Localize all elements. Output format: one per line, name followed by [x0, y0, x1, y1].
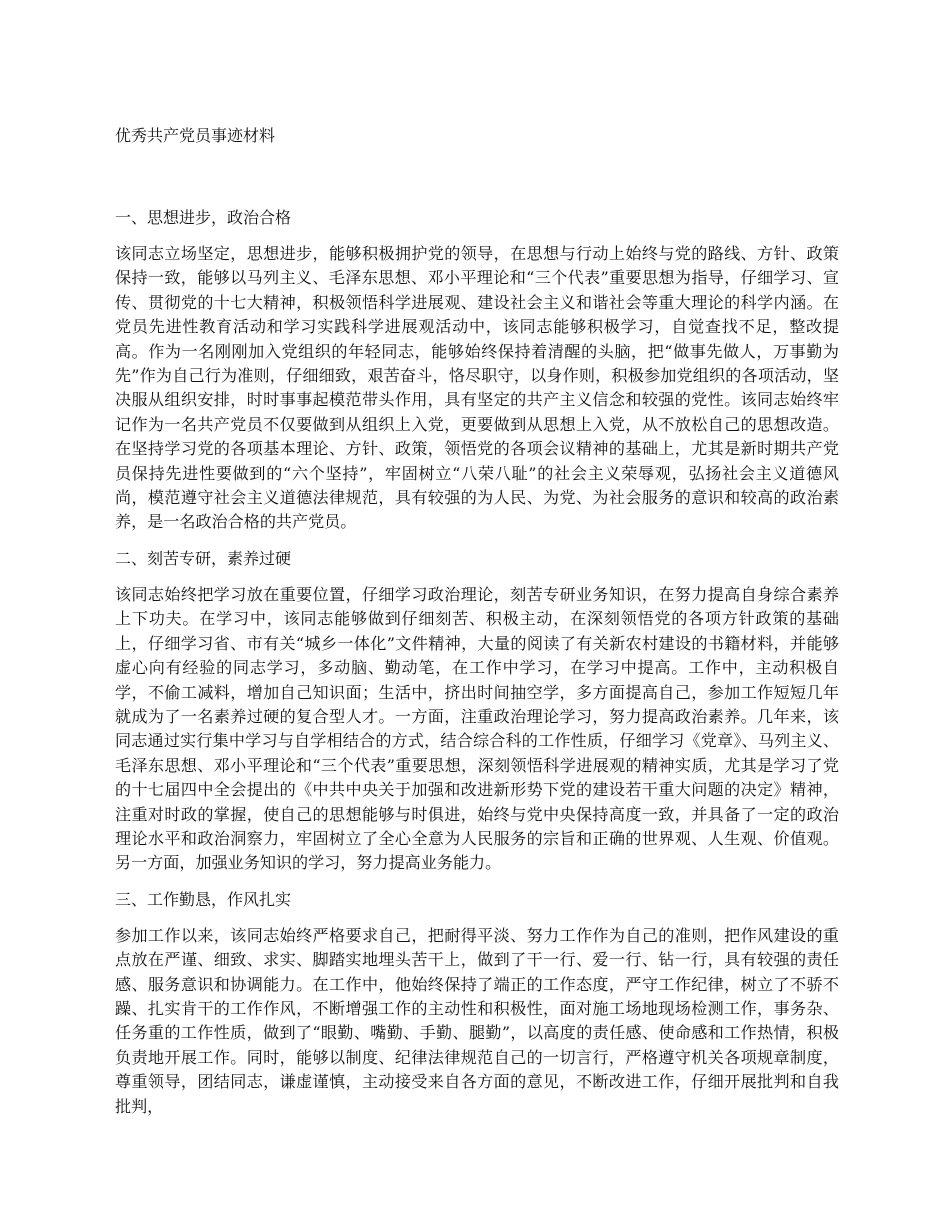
section-heading: 三、工作勤恳，作风扎实: [115, 889, 292, 909]
section-heading: 一、思想进步，政治合格: [115, 208, 292, 227]
section-paragraph: 参加工作以来，该同志始终严格要求自己，把耐得平淡、努力工作作为自己的准则，把作风建设的重点放在严谨、细致、求实、脚踏实地埋头苦干上，做到了干一行、爱一行、钻一行，具有较强的责任感、服务意识和协调能力。在工作中，他始终保持了端正的工作态度，严守工作纪律，树立了不骄不躁、扎实肯干的工作作风，不断增强工作的主动性和积极性，面对施工场地现场检测工作，事务杂、任务重的工作性质，做到了“眼勤、嘴勤、手勤、腿勤”，以高度的责任感、使命感和工作热情，积极负责地开展工作。同时，能够以制度、纪律法律规范自己的一切言行，严格遵守机关各项规章制度，尊重领导，团结同志，谦虚谨慎，主动接受来自各方面的意见，不断改进工作，仔细开展批判和自我批判，: [115, 925, 839, 1116]
document-page: [115, 124, 839, 1131]
document-title: 优秀共产党员事迹材料: [115, 126, 276, 145]
section-paragraph: 该同志始终把学习放在重要位置，仔细学习政治理论，刻苦专研业务知识，在努力提高自身综合素养上下功夫。在学习中，该同志能够做到仔细刻苦、积极主动，在深刻领悟党的各项方针政策的基础上，仔细学习省、市有关“城乡一体化”文件精神，大量的阅读了有关新农村建设的书籍材料，并能够虚心向有经验的同志学习，多动脑、勤动笔，在工作中学习，在学习中提高。工作中，主动积极自学，不偷工减料，增加自己知识面；生活中，挤出时间抽空学，多方面提高自己，参加工作短短几年就成为了一名素养过硬的复合型人才。一方面，注重政治理论学习，努力提高政治素养。几年来，该同志通过实行集中学习与自学相结合的方式，结合综合科的工作性质，仔细学习《党章》、马列主义、毛泽东思想、邓小平理论和“三个代表”重要思想，深刻领悟科学进展观的精神实质，尤其是学习了党的十七届四中全会提出的《中共中央关于加强和改进新形势下党的建设若干重大问题的决定》精神，注重对时政的掌握，使自己的思想能够与时俱进，始终与党中央保持高度一致，并具备了一定的政治理论水平和政治洞察力，牢固树立了全心全意为人民服务的宗旨和正确的世界观、人生观、价值观。另一方面，加强业务知识的学习，努力提高业务能力。: [115, 584, 839, 873]
section-paragraph: 该同志立场坚定，思想进步，能够积极拥护党的领导，在思想与行动上始终与党的路线、方针、政策保持一致，能够以马列主义、毛泽东思想、邓小平理论和“三个代表”重要思想为指导，仔细学习、宣传、贯彻党的十七大精神，积极领悟科学进展观、建设社会主义和谐社会等重大理论的科学内涵。在党员先进性教育活动和学习实践科学进展观活动中，该同志能够积极学习，自觉查找不足，整改提高。作为一名刚刚加入党组织的年轻同志，能够始终保持着清醒的头脑，把“做事先做人，万事勤为先”作为自己行为准则，仔细细致，艰苦奋斗，恪尽职守，以身作则，积极参加党组织的各项活动，坚决服从组织安排，时时事事起模范带头作用，具有坚定的共产主义信念和较强的党性。该同志始终牢记作为一名共产党员不仅要做到从组织上入党，更要做到从思想上入党，从不放松自己的思想改造。在坚持学习党的各项基本理论、方针、政策，领悟党的各项会议精神的基础上，尤其是新时期共产党员保持先进性要做到的“六个坚持”，牢固树立“八荣八耻”的社会主义荣辱观，弘扬社会主义道德风尚，模范遵守社会主义道德法律规范，具有较强的为人民、为党、为社会服务的意识和较高的政治素养，是一名政治合格的共产党员。: [115, 244, 839, 532]
section-work: [115, 888, 839, 1119]
section-heading: 二、刻苦专研，素养过硬: [115, 548, 292, 568]
section-ideology: [115, 206, 839, 535]
section-study: [115, 547, 839, 876]
